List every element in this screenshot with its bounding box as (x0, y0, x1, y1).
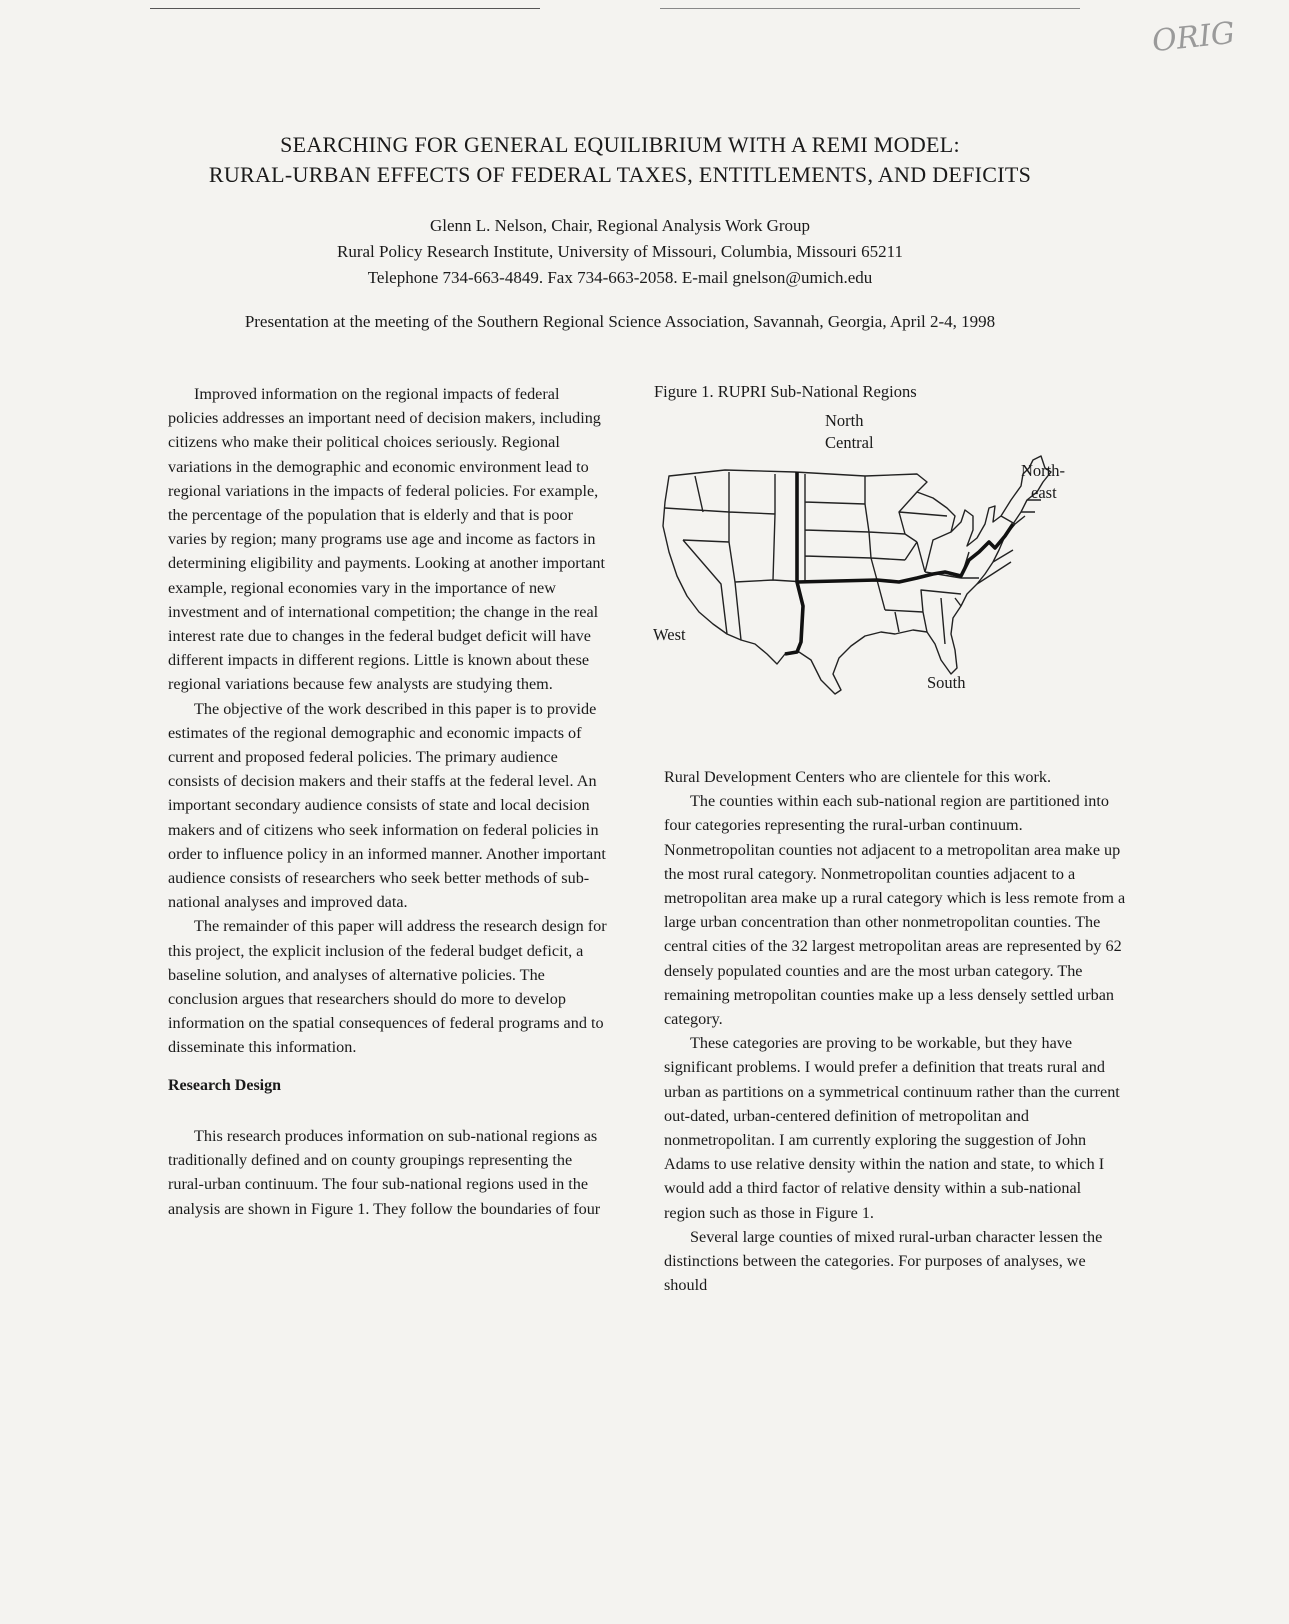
state-boundary (665, 472, 805, 640)
paragraph: The counties within each sub-national region are partitioned into four categories representing the rural-urban continuum. Nonmetropolitan counties not adjacent to a metropolitan area make up the most rural category. Nonmetropolitan counties adjacent to a metropolitan area make up a rural category which is less remote from a large urban concentration than other nonmetropolitan counties. The central cities of the 32 largest metropolitan areas are represented by 62 densely populated counties and are the most urban category. The remaining metropolitan counties make up a less densely settled urban category. (664, 792, 1126, 1029)
paragraph: These categories are proving to be workable, but they have significant problems. I would prefer a definition that treats rural and urban as partitions on a symmetrical continuum rather than the current out-dated, urban-centered definition of metropolitan and nonmetropolitan. I am currently exploring the suggestion of John Adams to use relative density within the nation and state, to which I would add a third factor of relative density within a sub-national region such as those in Figure 1. (664, 1034, 1120, 1222)
paragraph: Improved information on the regional impacts of federal policies addresses an important need of decision makers, including citizens who make their political choices seriously. Regional variations in the demographic and economic environment lead to regional variations in the impacts of federal policies. For example, the percentage of the population that is elderly and that is poor varies by region; many programs use age and income as factors in determining eligibility and payments. Looking at another important example, regional economies vary in the importance of new investment and of international competition; the change in the real interest rate due to changes in the federal budget deficit will have different impacts in different regions. Little is known about these regional variations because few analysts are studying them. (168, 385, 605, 694)
us-regions-map (655, 412, 1105, 732)
author-block (120, 213, 1120, 291)
state-boundary (993, 500, 1041, 562)
author-line-2: Rural Policy Research Institute, University of Missouri, Columbia, Missouri 65211 (337, 242, 903, 261)
region-label-northeast: North- east (1021, 461, 1065, 502)
presentation-note: Presentation at the meeting of the Southern Regional Science Association, Savannah, Georgia, April 2-4, 1998 (244, 312, 996, 331)
section-heading: Research Design (168, 1076, 282, 1094)
paragraph: Several large counties of mixed rural-urban character lessen the distinctions between the categories. For purposes of analyses, we should (664, 1227, 1103, 1295)
author-line-3: Telephone 734-663-4849. Fax 734-663-2058. E-mail gnelson@umich.edu (367, 268, 873, 287)
left-column (168, 382, 610, 1221)
paragraph: The remainder of this paper will address the research design for this project, the explicit inclusion of the federal budget deficit, a baseline solution, and analyses of alternative policies. The conclusion argues that researchers should do more to develop information on the spatial consequences of federal programs and to disseminate this information. (168, 917, 607, 1057)
handwritten-marginalia: ORIG (1150, 15, 1237, 60)
region-label-west: West (653, 625, 686, 644)
author-line-1: Glenn L. Nelson, Chair, Regional Analysis Work Group (429, 216, 811, 235)
scan-artifact-line (660, 8, 1080, 9)
us-outline (663, 456, 1051, 694)
figure-caption: Figure 1. RUPRI Sub-National Regions (654, 382, 917, 401)
region-label-south: South (927, 673, 966, 692)
paper-title (120, 130, 1120, 190)
state-boundary (805, 474, 947, 610)
paragraph: The objective of the work described in this paper is to provide estimates of the regional demographic and economic impacts of current and proposed federal policies. The primary audience consists of decision makers and their staffs at the federal level. An important secondary audience consists of state and local decision makers and of citizens who seek information on federal policies in order to influence policy in an informed manner. Another important audience consists of researchers who seek better methods of sub-national analyses and improved data. (168, 699, 606, 912)
paragraph: Rural Development Centers who are clientele for this work. (664, 768, 1052, 786)
region-boundary (785, 472, 803, 654)
title-line-1: SEARCHING FOR GENERAL EQUILIBRIUM WITH A REMI MODEL: (280, 132, 960, 157)
title-line-2: RURAL-URBAN EFFECTS OF FEDERAL TAXES, ENTITLEMENTS, AND DEFICITS (208, 162, 1032, 187)
scan-artifact-line (150, 8, 540, 9)
state-boundary (885, 532, 1011, 644)
region-label-north-central: North Central (825, 411, 874, 452)
right-column (664, 765, 1126, 1297)
paragraph: This research produces information on sub-national regions as traditionally defined and on county groupings representing the rural-urban continuum. The four sub-national regions used in the analysis are shown in Figure 1. They follow the boundaries of four (168, 1126, 601, 1218)
